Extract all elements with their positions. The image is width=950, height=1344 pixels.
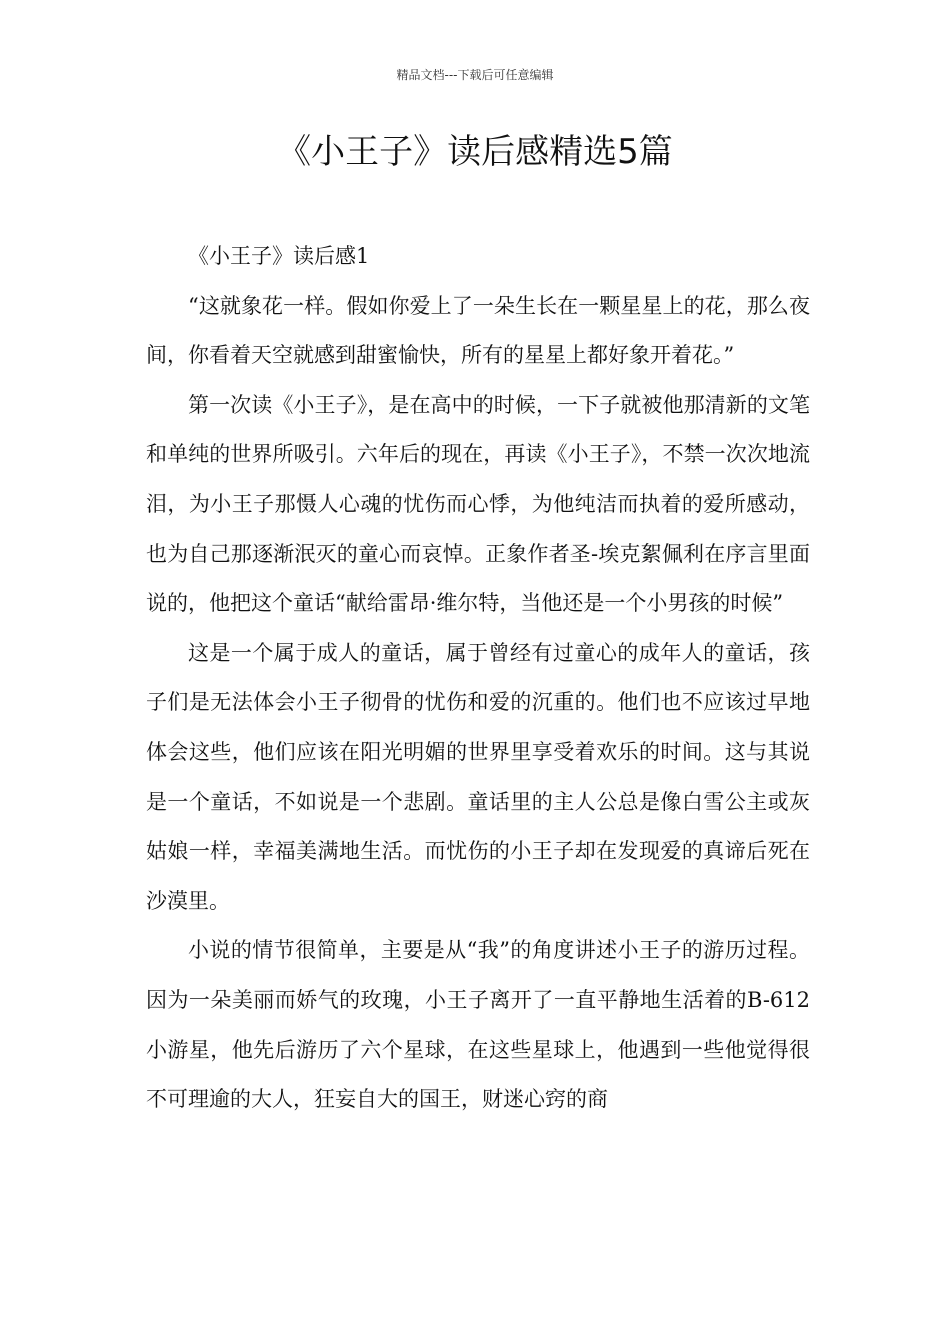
paragraph-plot-summary: 小说的情节很简单，主要是从“我”的角度讲述小王子的游历过程。因为一朵美丽而娇气的玫瑰，小王子离开了一直平静地生活着的B-612小游星，他先后游历了六个星球，在这些星球上，他遇到一些他觉得很不可理逾的大人，狂妄自大的国王，财迷心窍的商	[146, 938, 810, 1112]
paragraph-adult-fairy-tale: 这是一个属于成人的童话，属于曾经有过童心的成年人的童话，孩子们是无法体会小王子彻骨的忧伤和爱的沉重的。他们也不应该过早地体会这些，他们应该在阳光明媚的世界里享受着欢乐的时间。这与其说是一个童话，不如说是一个悲剧。童话里的主人公总是像白雪公主或灰姑娘一样，幸福美满地生活。而忧伤的小王子却在发现爱的真谛后死在沙漠里。	[146, 640, 810, 913]
document-body	[146, 232, 810, 1125]
paragraph-quote: “这就象花一样。假如你爱上了一朵生长在一颗星星上的花，那么夜间，你看着天空就感到甜蜜愉快，所有的星星上都好象开着花。”	[146, 293, 810, 368]
section-heading: 《小王子》读后感1	[188, 244, 370, 268]
document-title: 《小王子》读后感精选5篇	[277, 132, 673, 172]
header-note: 精品文档---下载后可任意编辑	[396, 68, 554, 82]
paragraph-first-reading: 第一次读《小王子》，是在高中的时候，一下子就被他那清新的文笔和单纯的世界所吸引。六年后的现在，再读《小王子》，不禁一次次地流泪，为小王子那慑人心魂的忧伤而心悸，为他纯洁而执着的爱所感动，也为自己那逐渐泯灭的童心而哀悼。正象作者圣-埃克絮佩利在序言里面说的，他把这个童话“献给雷昂·维尔特，当他还是一个小男孩的时候”	[146, 392, 810, 616]
